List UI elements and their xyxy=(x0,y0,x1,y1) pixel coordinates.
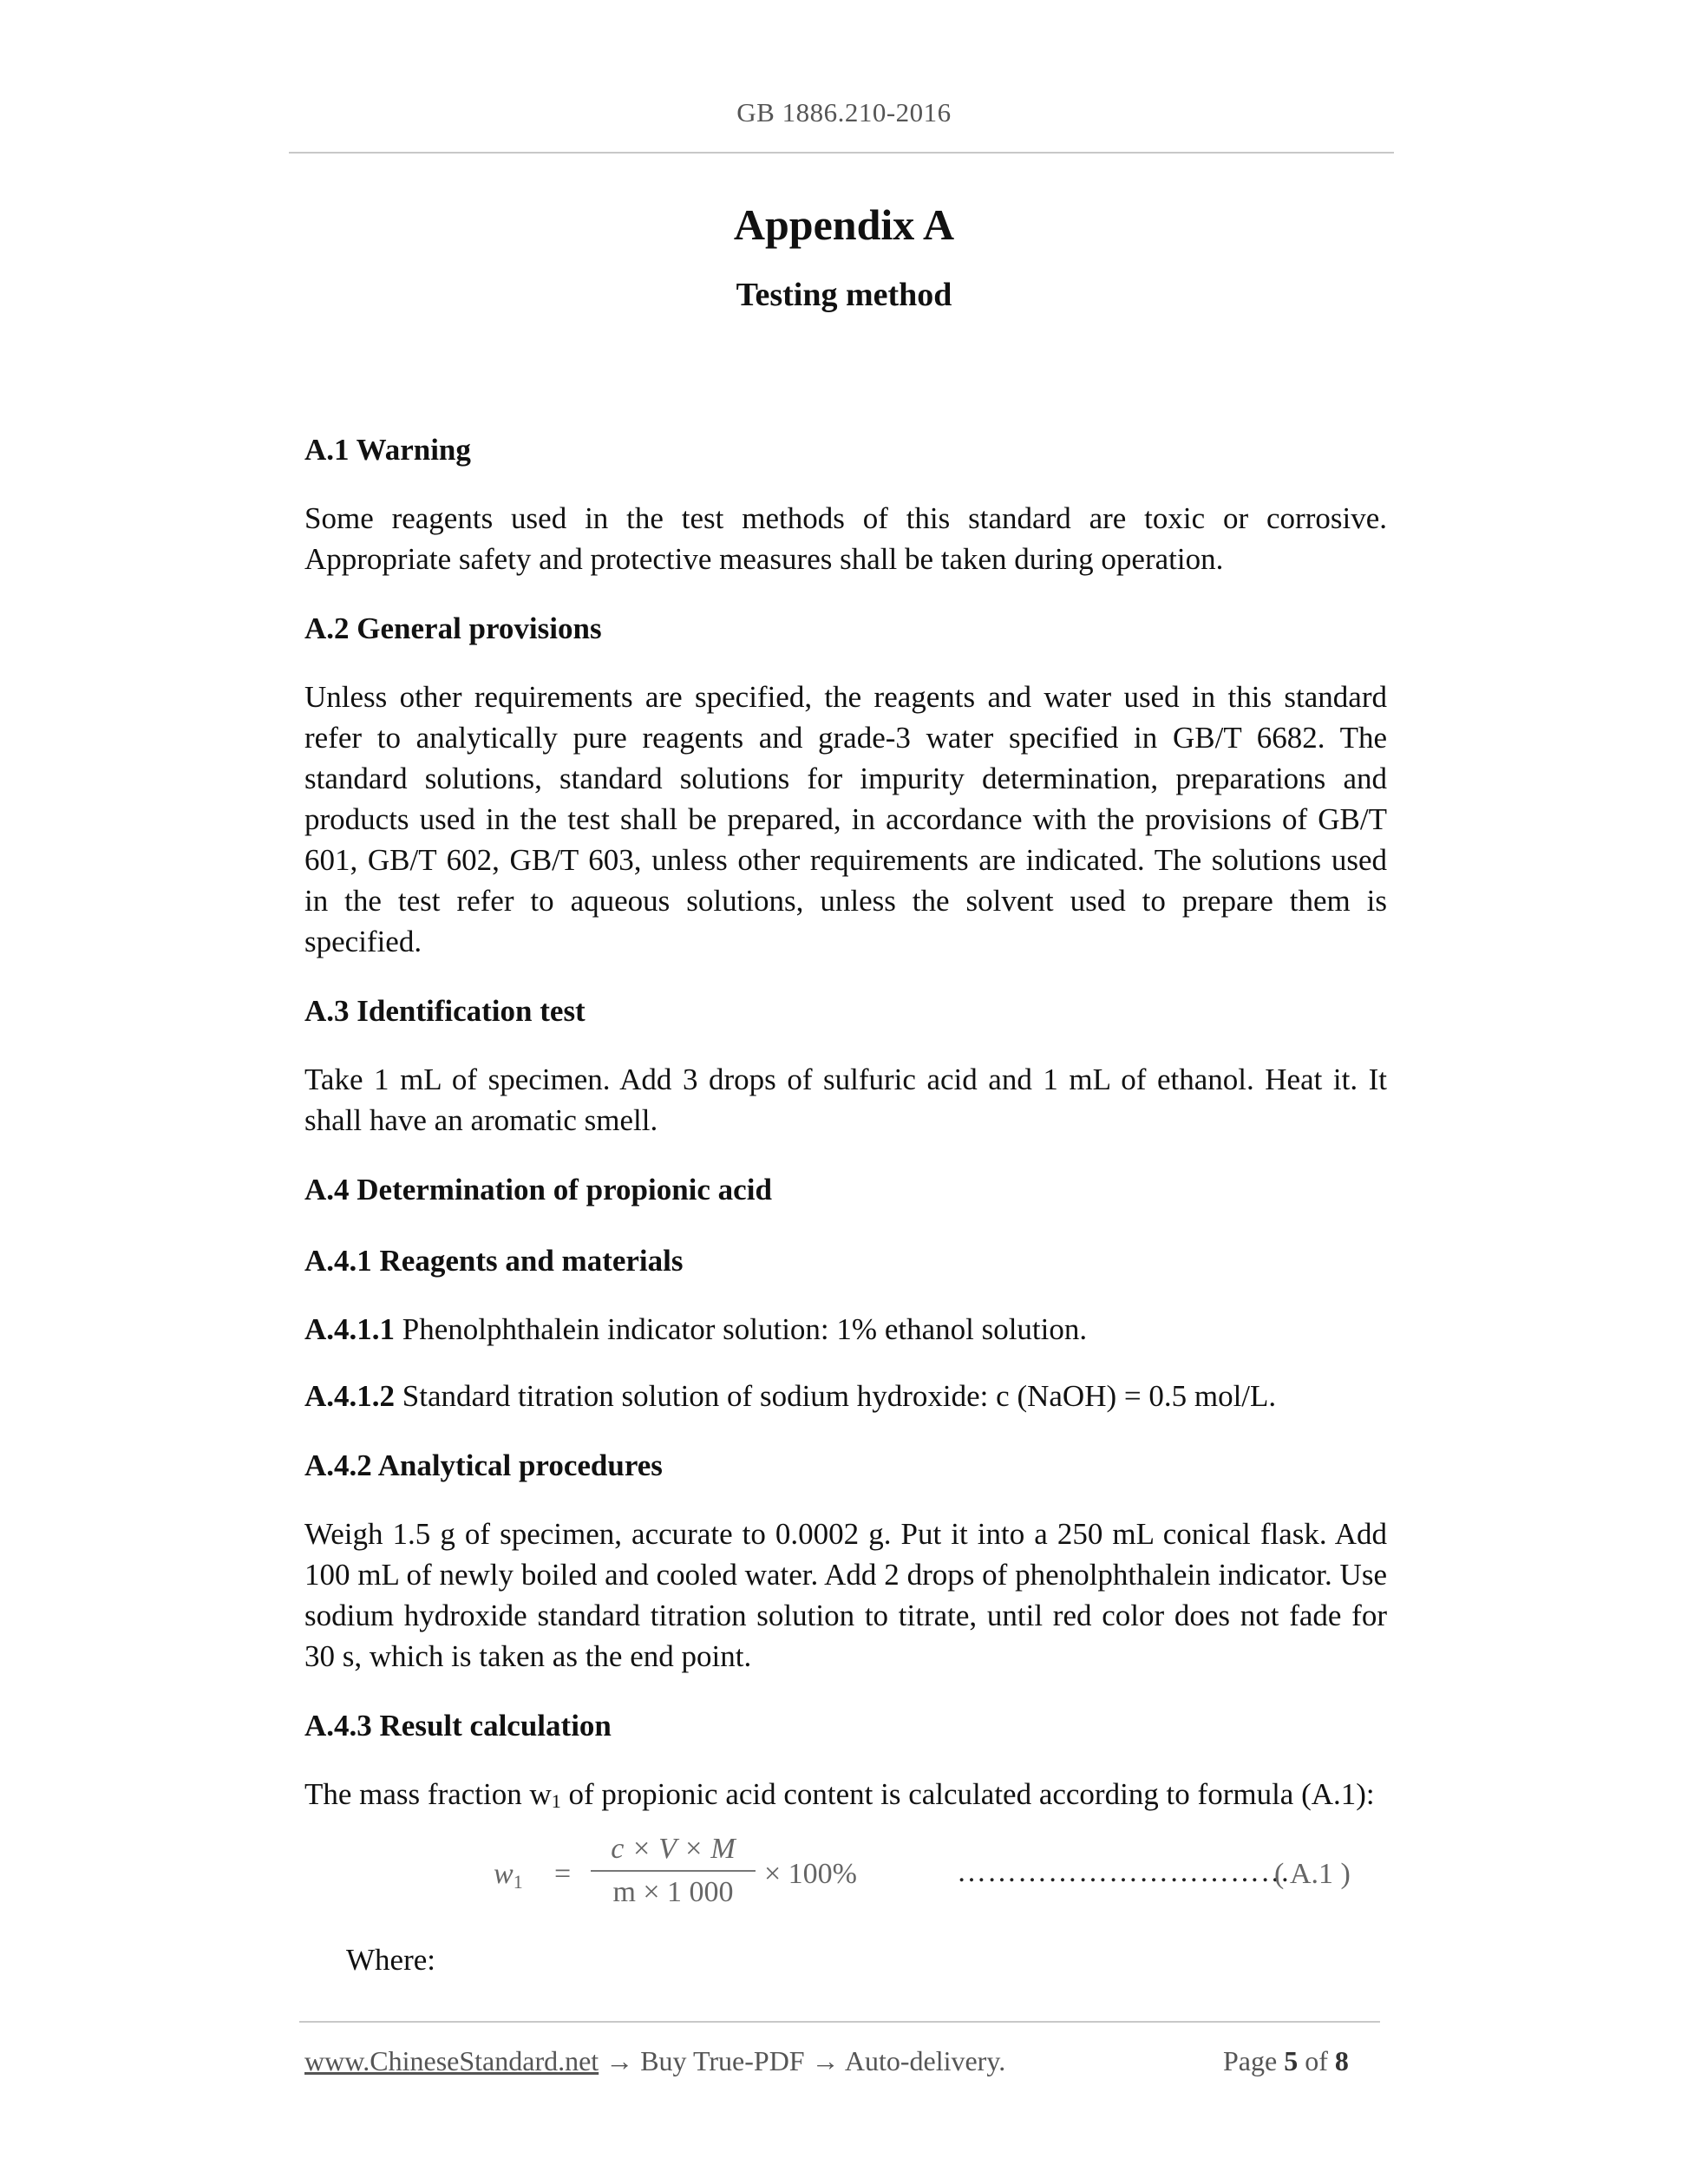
clause-number: A.4.1.1 xyxy=(304,1312,396,1346)
section-a412-text xyxy=(304,1376,1387,1416)
formula-lhs-var: w xyxy=(494,1858,514,1890)
fraction-bar xyxy=(591,1870,756,1872)
section-a2-heading: A.2 General provisions xyxy=(304,611,602,645)
formula-label: ( A.1 ) xyxy=(1274,1858,1351,1890)
site-link[interactable]: www.ChineseStandard.net xyxy=(304,2045,599,2076)
appendix-title: Appendix A xyxy=(733,200,955,249)
page-current: 5 xyxy=(1284,2045,1299,2076)
section-a4-heading: A.4 Determination of propionic acid xyxy=(304,1173,772,1206)
section-a411-text xyxy=(304,1309,1387,1350)
section-a1-heading: A.1 Warning xyxy=(304,433,471,467)
formula-a1 xyxy=(304,1830,1387,1917)
formula-equals: = xyxy=(554,1858,572,1890)
where-label: Where: xyxy=(346,1943,435,1977)
page-indicator xyxy=(1223,2045,1349,2077)
section-a2-text: Unless other requirements are specified, the reagents and water used in this standard refer to analytically pure reagents and grade-3 water specified in GB/T 6682. The standard solutions, standard solutions for impurity determination, preparations and products used in the test shall be prepared, in accordance with the provisions of GB/T 601, GB/T 602, GB/T 603, unless other requirements are indicated. The solutions used in the test refer to aqueous solutions, unless the solvent used to prepare them is specified. xyxy=(304,680,1387,958)
section-a43-heading: A.4.3 Result calculation xyxy=(304,1709,612,1743)
document-body xyxy=(304,427,1387,1821)
a43-subscript: 1 xyxy=(551,1790,561,1812)
formula-lhs-sub: 1 xyxy=(513,1871,523,1893)
formula-fraction xyxy=(591,1830,756,1912)
a43-text-start: The mass fraction w xyxy=(304,1777,552,1811)
formula-lhs xyxy=(494,1858,523,1893)
formula-denominator: m × 1 000 xyxy=(612,1876,734,1908)
section-a3-heading: A.3 Identification test xyxy=(304,994,586,1028)
clause-text: Phenolphthalein indicator solution: 1% ethanol solution. xyxy=(402,1312,1088,1346)
footer-promo-text: → Buy True-PDF → Auto-delivery. xyxy=(599,2045,1006,2076)
footer-promo xyxy=(304,2045,1005,2077)
section-a42-heading: A.4.2 Analytical procedures xyxy=(304,1448,663,1482)
formula-numerator: c × V × M xyxy=(611,1833,736,1865)
footer-divider xyxy=(299,2021,1380,2023)
page-total: 8 xyxy=(1334,2045,1349,2076)
section-a42-text: Weigh 1.5 g of specimen, accurate to 0.0002 g. Put it into a 250 mL conical flask. Add 100 mL of newly boiled and cooled water. Add 2 drops of phenolphthalein indicator. Use sodium hydroxide standard titration solution to titrate, until red color does not fade for 30 s, which is taken as the end point. xyxy=(304,1517,1387,1673)
section-a43-text xyxy=(304,1774,1387,1821)
appendix-subtitle: Testing method xyxy=(736,277,952,313)
clause-text: Standard titration solution of sodium hydroxide: c (NaOH) = 0.5 mol/L. xyxy=(402,1379,1277,1413)
section-a41-heading: A.4.1 Reagents and materials xyxy=(304,1244,684,1278)
a43-text-end: of propionic acid content is calculated according to formula (A.1): xyxy=(560,1777,1375,1811)
clause-number: A.4.1.2 xyxy=(304,1379,396,1413)
section-a3-text: Take 1 mL of specimen. Add 3 drops of sulfuric acid and 1 mL of ethanol. Heat it. It shall have an aromatic smell. xyxy=(304,1063,1387,1137)
page-of: of xyxy=(1305,2045,1328,2076)
section-a1-text: Some reagents used in the test methods of this standard are toxic or corrosive. Appropriate safety and protective measures shall be taken during operation. xyxy=(304,501,1387,576)
formula-leader-dots: …………………………… xyxy=(957,1856,1291,1888)
page-word: Page xyxy=(1223,2045,1278,2076)
running-header: GB 1886.210-2016 xyxy=(736,97,952,128)
formula-tail: × 100% xyxy=(764,1858,857,1890)
header-divider xyxy=(289,152,1394,154)
